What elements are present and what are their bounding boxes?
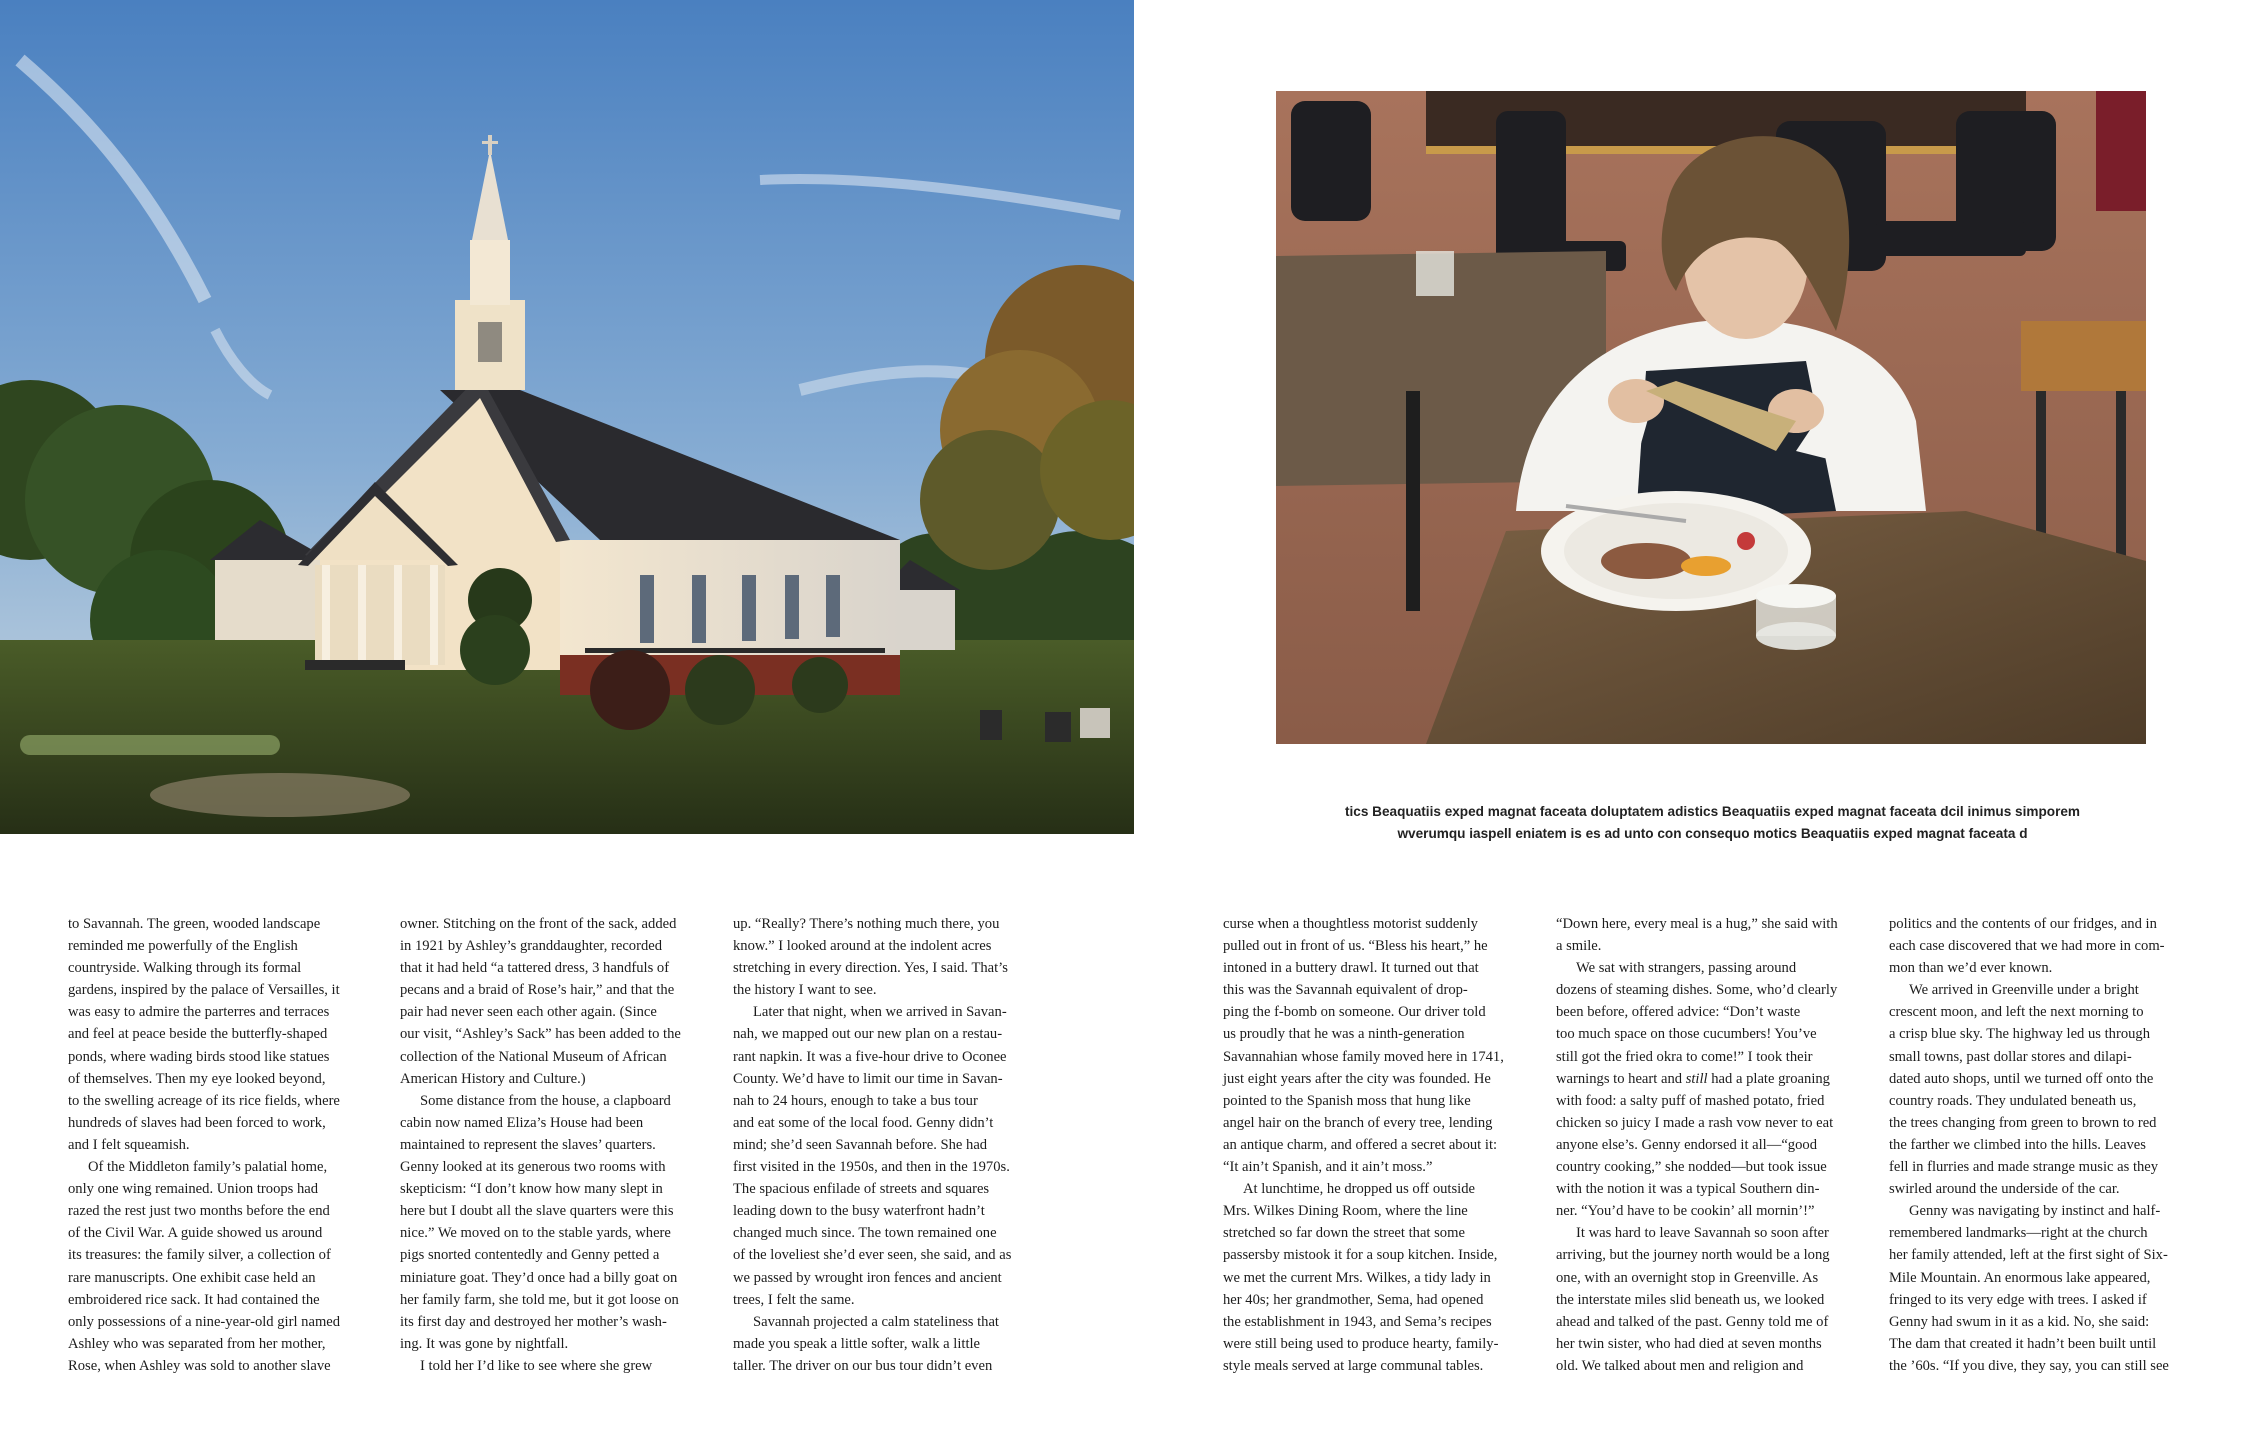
text-column-6 xyxy=(1889,913,2199,1377)
text-line: we met the current Mrs. Wilkes, a tidy lady in xyxy=(1223,1269,1491,1286)
paragraph xyxy=(733,1001,1043,1310)
text-line: Genny was navigating by instinct and half- xyxy=(1909,1203,2161,1220)
text-line: American History and Culture.) xyxy=(400,1070,586,1087)
caption-line-2: wverumqu iaspell eniatem is es ad unto con consequo motics Beaquatiis exped magnat faceata d xyxy=(1397,826,2028,841)
text-line: were still being used to produce hearty, family- xyxy=(1223,1335,1499,1352)
text-line: rant napkin. It was a five-hour drive to Oconee xyxy=(733,1048,1007,1065)
text-line: of the loveliest she’d ever seen, she said, and as xyxy=(733,1247,1012,1264)
text-line: pulled out in front of us. “Bless his heart,” he xyxy=(1223,938,1488,955)
text-line: nah to 24 hours, enough to take a bus tour xyxy=(733,1092,978,1109)
text-line: and eat some of the local food. Genny didn’t xyxy=(733,1114,994,1131)
paragraph xyxy=(1556,957,1866,1222)
text-line: only one wing remained. Union troops had xyxy=(68,1181,319,1198)
caption-line-1: tics Beaquatiis exped magnat faceata doluptatem adistics Beaquatiis exped magnat faceata dcil inimus simporem xyxy=(1344,804,2081,819)
text-line: small towns, past dollar stores and dilapi- xyxy=(1889,1048,2132,1065)
text-line: razed the rest just two months before the end xyxy=(68,1203,330,1220)
text-line: just eight years after the city was founded. He xyxy=(1223,1070,1491,1087)
text-line: trees, I felt the same. xyxy=(733,1291,855,1308)
text-line: we passed by wrought iron fences and ancient xyxy=(733,1269,1002,1286)
church-photo-graphic xyxy=(0,0,1134,834)
text-line: ahead and talked of the past. Genny told me of xyxy=(1556,1313,1829,1330)
text-line: nah, we mapped out our new plan on a restau- xyxy=(733,1026,1003,1043)
text-line: We sat with strangers, passing around xyxy=(1576,960,1797,977)
text-line: in 1921 by Ashley’s granddaughter, recorded xyxy=(400,938,663,955)
paragraph xyxy=(733,1311,1043,1377)
text-line: the farther we climbed into the hills. Leaves xyxy=(1889,1136,2146,1153)
text-line: with food: a salty puff of mashed potato, fried xyxy=(1556,1092,1825,1109)
diner-photo-graphic xyxy=(1276,91,2146,744)
text-line: the trees changing from green to brown to red xyxy=(1889,1114,2157,1131)
text-line: collection of the National Museum of African xyxy=(400,1048,667,1065)
text-line: an antique charm, and offered a secret about it: xyxy=(1223,1136,1498,1153)
text-line: the ’60s. “If you dive, they say, you can still see xyxy=(1889,1357,2169,1374)
text-line: The spacious enfilade of streets and squares xyxy=(733,1181,990,1198)
text-line: this was the Savannah equivalent of drop- xyxy=(1223,982,1468,999)
text-line: dated auto shops, until we turned off onto the xyxy=(1889,1070,2154,1087)
text-line: “Down here, every meal is a hug,” she said with xyxy=(1556,916,1838,932)
text-line: leading down to the busy waterfront hadn’t xyxy=(733,1203,985,1220)
text-line: I told her I’d like to see where she grew xyxy=(420,1357,653,1374)
text-line: that it had held “a tattered dress, 3 handfuls of xyxy=(400,960,670,977)
text-line: stretched so far down the street that some xyxy=(1223,1225,1465,1242)
text-line: Some distance from the house, a clapboard xyxy=(420,1092,671,1109)
paragraph xyxy=(1889,1200,2199,1377)
text-line: and feel at peace beside the butterfly-shaped xyxy=(68,1026,328,1043)
text-line: countryside. Walking through its formal xyxy=(68,960,302,977)
text-line: Savannahian whose family moved here in 1741, xyxy=(1223,1048,1504,1065)
text-line: curse when a thoughtless motorist suddenly xyxy=(1223,916,1478,932)
text-line: ing. It was gone by nightfall. xyxy=(400,1335,569,1352)
text-line: her twin sister, who had died at seven months xyxy=(1556,1335,1822,1352)
text-line: The dam that created it hadn’t been built until xyxy=(1889,1335,2157,1352)
text-line: We arrived in Greenville under a bright xyxy=(1909,982,2139,999)
text-line: country cooking,” she nodded—but took issue xyxy=(1556,1159,1827,1176)
text-line: maintained to represent the slaves’ quarters. xyxy=(400,1136,656,1153)
paragraph xyxy=(400,913,710,1090)
text-line: old. We talked about men and religion and xyxy=(1556,1357,1804,1374)
paragraph xyxy=(1223,1178,1533,1377)
text-line: warnings to heart and still had a plate groaning xyxy=(1556,1070,1830,1087)
text-line: changed much since. The town remained one xyxy=(733,1225,997,1242)
text-line: Mrs. Wilkes Dining Room, where the line xyxy=(1223,1203,1468,1220)
text-line: angel hair on the branch of every tree, lending xyxy=(1223,1114,1493,1131)
text-line: pair had never seen each other again. (Since xyxy=(400,1004,657,1021)
text-line: us proudly that he was a ninth-generation xyxy=(1223,1026,1465,1043)
text-line: dozens of steaming dishes. Some, who’d clearly xyxy=(1556,982,1838,999)
text-line: rare manuscripts. One exhibit case held an xyxy=(68,1269,316,1286)
text-line: taller. The driver on our bus tour didn’t even xyxy=(733,1357,993,1374)
text-line: mind; she’d seen Savannah before. She had xyxy=(733,1136,988,1153)
text-line: anyone else’s. Genny endorsed it all—“good xyxy=(1556,1136,1817,1153)
text-line: pigs snorted contentedly and Genny petted a xyxy=(400,1247,660,1264)
text-line: each case discovered that we had more in com- xyxy=(1889,938,2165,955)
text-line: country roads. They undulated beneath us, xyxy=(1889,1092,2137,1109)
text-line: her family attended, left at the first sight of Six- xyxy=(1889,1247,2168,1264)
text-line: a crisp blue sky. The highway led us through xyxy=(1889,1026,2151,1043)
text-line: arriving, but the journey north would be a long xyxy=(1556,1247,1830,1264)
text-line: Savannah projected a calm stateliness that xyxy=(753,1313,999,1330)
text-line: its first day and destroyed her mother’s wash- xyxy=(400,1313,667,1330)
text-line: one, with an overnight stop in Greenville. As xyxy=(1556,1269,1819,1286)
text-line: Genny looked at its generous two rooms with xyxy=(400,1159,666,1176)
text-line: ner. “You’d have to be cookin’ all mornin’!” xyxy=(1556,1203,1815,1220)
text-line: intoned in a buttery drawl. It turned out that xyxy=(1223,960,1479,977)
text-line: gardens, inspired by the palace of Versailles, it xyxy=(68,982,340,999)
text-line: style meals served at large communal tables. xyxy=(1223,1357,1484,1374)
photo-caption xyxy=(1220,801,2205,845)
text-line: its treasures: the family silver, a collection of xyxy=(68,1247,331,1264)
text-line: and I felt squeamish. xyxy=(68,1136,190,1153)
paragraph xyxy=(1556,1222,1866,1377)
text-line: miniature goat. They’d once had a billy goat on xyxy=(400,1269,678,1286)
text-line: Later that night, when we arrived in Savan- xyxy=(753,1004,1007,1021)
text-line: Of the Middleton family’s palatial home, xyxy=(88,1159,328,1176)
text-line: reminded me powerfully of the English xyxy=(68,938,298,955)
text-line: a smile. xyxy=(1556,938,1602,955)
paragraph xyxy=(1556,913,1866,957)
text-line: the establishment in 1943, and Sema’s recipes xyxy=(1223,1313,1492,1330)
text-line: embroidered rice sack. It had contained the xyxy=(68,1291,320,1308)
text-column-2 xyxy=(400,913,710,1377)
text-line: was easy to admire the parterres and terraces xyxy=(68,1004,330,1021)
text-line: her family farm, she told me, but it got loose on xyxy=(400,1291,679,1308)
text-line: up. “Really? There’s nothing much there, you xyxy=(733,916,1000,932)
paragraph xyxy=(1889,979,2199,1200)
text-line: her 40s; her grandmother, Sema, had opened xyxy=(1223,1291,1484,1308)
text-line: mon than we’d ever known. xyxy=(1889,960,2053,977)
text-column-5 xyxy=(1556,913,1866,1377)
text-line: passersby mistook it for a soup kitchen. Inside, xyxy=(1223,1247,1498,1264)
text-line: our visit, “Ashley’s Sack” has been added to the xyxy=(400,1026,681,1043)
text-line: the interstate miles slid beneath us, we looked xyxy=(1556,1291,1825,1308)
text-line: Genny had swum in it as a kid. No, she said: xyxy=(1889,1313,2150,1330)
text-line: of the Civil War. A guide showed us around xyxy=(68,1225,323,1242)
text-line: here but I doubt all the slave quarters were this xyxy=(400,1203,674,1220)
text-line: crescent moon, and left the next morning to xyxy=(1889,1004,2144,1021)
paragraph xyxy=(1889,913,2199,979)
text-line: skepticism: “I don’t know how many slept in xyxy=(400,1181,663,1198)
text-line: swirled around the underside of the car. xyxy=(1889,1181,2120,1198)
text-line: owner. Stitching on the front of the sack, added xyxy=(400,916,677,932)
text-line: cabin now named Eliza’s House had been xyxy=(400,1114,644,1131)
diner-photo xyxy=(1276,91,2146,744)
text-line: Ashley who was separated from her mother, xyxy=(68,1335,326,1352)
paragraph xyxy=(400,1355,710,1377)
text-line: nice.” We moved on to the stable yards, where xyxy=(400,1225,671,1242)
church-photo xyxy=(0,0,1134,834)
text-line: first visited in the 1950s, and then in the 1970s. xyxy=(733,1159,1010,1176)
text-line: fell in flurries and made strange music as they xyxy=(1889,1159,2159,1176)
text-line: chicken so juicy I made a rash vow never to eat xyxy=(1556,1114,1834,1131)
text-line: hundreds of slaves had been forced to work, xyxy=(68,1114,326,1131)
text-line: to Savannah. The green, wooded landscape xyxy=(68,916,321,932)
text-line: remembered landmarks—right at the church xyxy=(1889,1225,2148,1242)
text-line: the history I want to see. xyxy=(733,982,877,999)
text-column-3 xyxy=(733,913,1043,1377)
text-line: only possessions of a nine-year-old girl named xyxy=(68,1313,341,1330)
paragraph xyxy=(1223,913,1533,1178)
text-line: to the swelling acreage of its rice fields, where xyxy=(68,1092,340,1109)
text-line: been before, offered advice: “Don’t waste xyxy=(1556,1004,1801,1021)
text-line: ponds, where wading birds stood like statues xyxy=(68,1048,330,1065)
text-line: Mile Mountain. An enormous lake appeared, xyxy=(1889,1269,2151,1286)
text-line: pecans and a braid of Rose’s hair,” and that the xyxy=(400,982,675,999)
text-line: politics and the contents of our fridges, and in xyxy=(1889,916,2157,932)
text-line: know.” I looked around at the indolent acres xyxy=(733,938,992,955)
text-line: too much space on those cucumbers! You’ve xyxy=(1556,1026,1817,1043)
text-line: ping the f-bomb on someone. Our driver told xyxy=(1223,1004,1486,1021)
text-line: County. We’d have to limit our time in Savan- xyxy=(733,1070,1003,1087)
paragraph xyxy=(68,1156,378,1377)
text-column-1 xyxy=(68,913,378,1377)
text-line: At lunchtime, he dropped us off outside xyxy=(1243,1181,1475,1198)
text-column-4 xyxy=(1223,913,1533,1377)
text-line: still got the fried okra to come!” I took their xyxy=(1556,1048,1813,1065)
text-line: It was hard to leave Savannah so soon after xyxy=(1576,1225,1829,1242)
paragraph xyxy=(733,913,1043,1001)
text-line: with the notion it was a typical Southern din- xyxy=(1556,1181,1820,1198)
text-line: made you speak a little softer, walk a little xyxy=(733,1335,981,1352)
text-line: pointed to the Spanish moss that hung like xyxy=(1223,1092,1471,1109)
text-line: Rose, when Ashley was sold to another slave xyxy=(68,1357,331,1374)
text-line: of themselves. Then my eye looked beyond, xyxy=(68,1070,326,1087)
paragraph xyxy=(68,913,378,1156)
text-line: “It ain’t Spanish, and it ain’t moss.” xyxy=(1223,1159,1433,1176)
paragraph xyxy=(400,1090,710,1355)
text-line: fringed to its very edge with trees. I asked if xyxy=(1889,1291,2147,1308)
text-line: stretching in every direction. Yes, I said. That’s xyxy=(733,960,1008,977)
